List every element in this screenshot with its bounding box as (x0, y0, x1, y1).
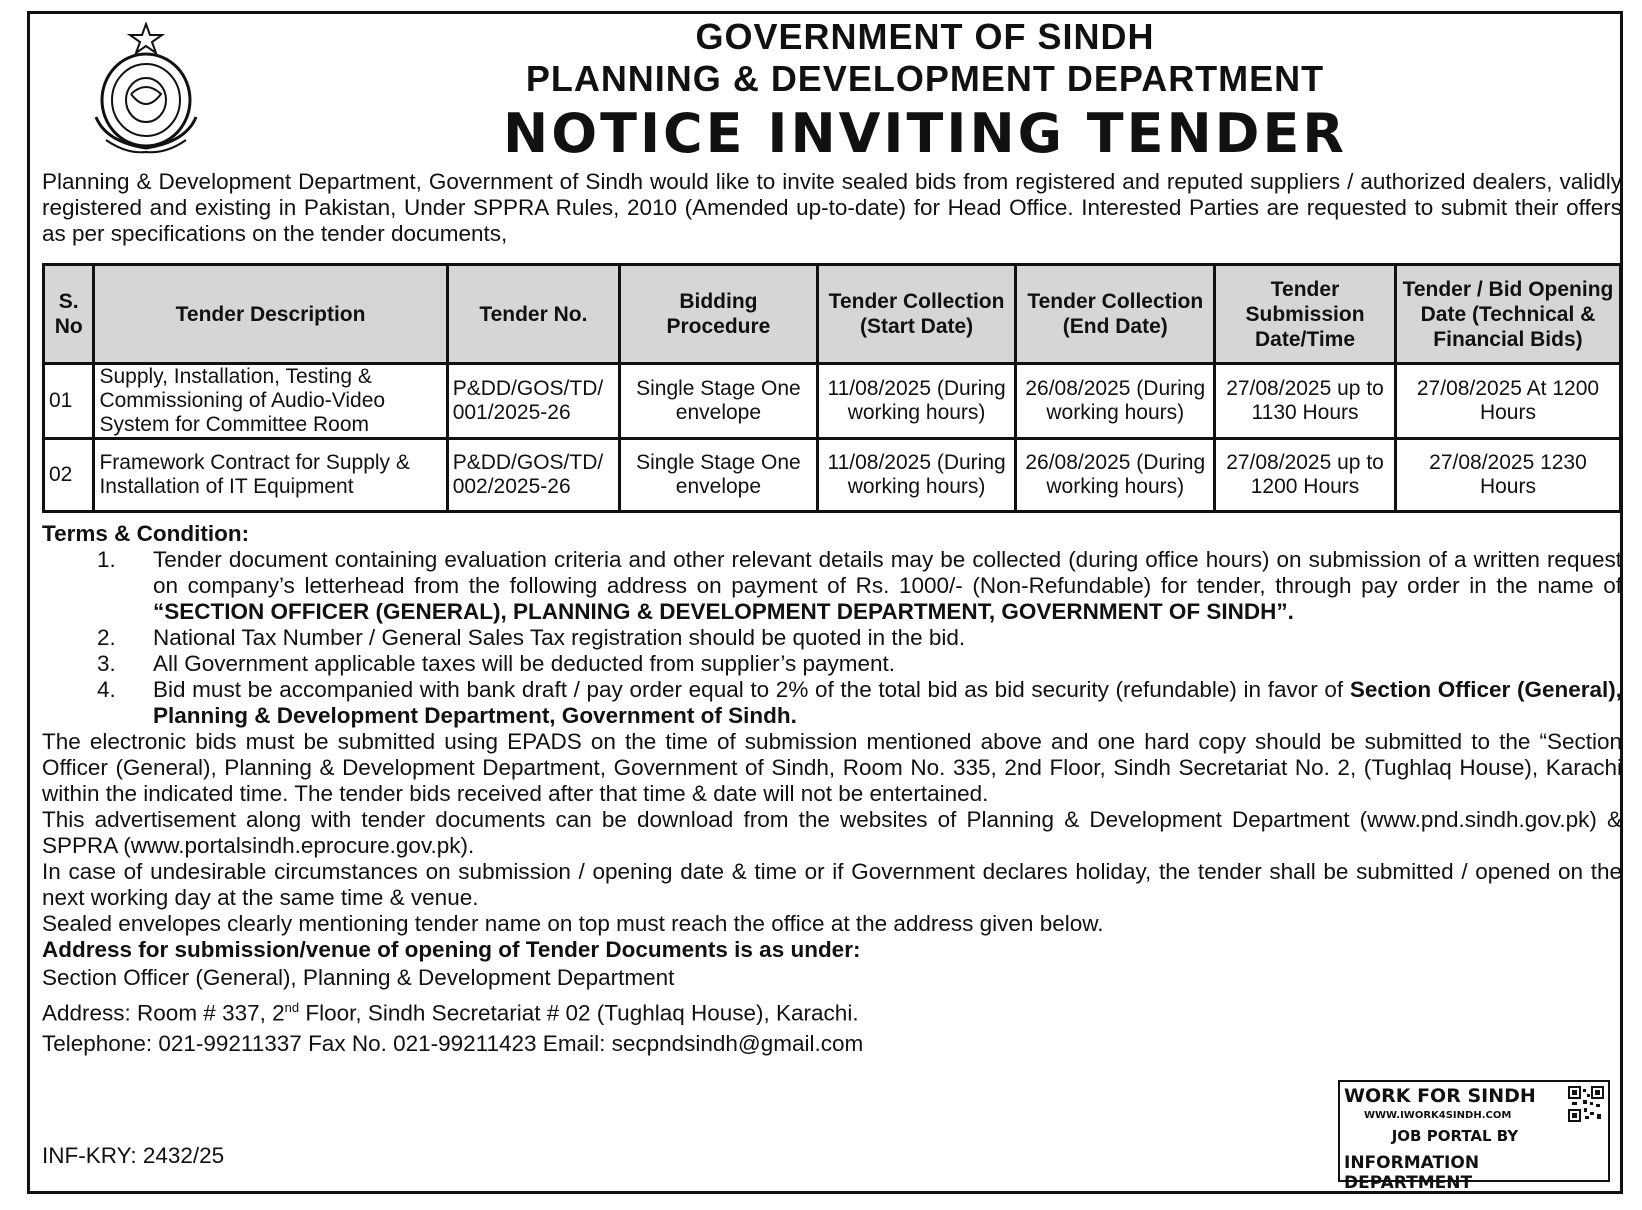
item-number: 3. (97, 651, 116, 676)
cell-sno: 02 (44, 439, 94, 512)
reference-number: INF-KRY: 2432/25 (42, 1143, 225, 1168)
list-item (42, 651, 1622, 677)
item-text: Tender document containing evaluation criteria and other relevant details may be collected (during office hours) on submission of a written request on company’s letterhead from the following address on payment of Rs. 1000/- (Non-Refundable) for tender, through pay order in the name of (153, 547, 1622, 598)
cell-sno: 01 (44, 364, 94, 439)
cell-start-date: 11/08/2025 (During working hours) (817, 439, 1016, 512)
header-start-date: Tender Collection (Start Date) (817, 265, 1016, 364)
item-text: All Government applicable taxes will be deducted from supplier’s payment. (153, 651, 896, 676)
envelope-paragraph: Sealed envelopes clearly mentioning tender name on top must reach the office at the address given below. (42, 911, 1104, 936)
cell-procedure: Single Stage One envelope (620, 364, 818, 439)
address-block (42, 937, 1622, 1057)
cell-submission: 27/08/2025 up to 1200 Hours (1215, 439, 1396, 512)
cell-end-date: 26/08/2025 (During working hours) (1016, 364, 1215, 439)
terms-list (42, 547, 1622, 729)
cell-procedure: Single Stage One envelope (620, 439, 818, 512)
header-end-date: Tender Collection (End Date) (1016, 265, 1215, 364)
download-paragraph: This advertisement along with tender documents can be download from the websites of Planning & Development Department (www.pnd.sindh.gov.pk) & SPPRA (www.portalsindh.eprocure.gov.pk). (42, 807, 1622, 858)
cell-opening: 27/08/2025 1230 Hours (1395, 439, 1620, 512)
terms-section (42, 521, 1622, 1057)
list-item (42, 677, 1622, 729)
badge-site: WWW.IWORK4SINDH.COM (1364, 1110, 1512, 1121)
address-suffix: Floor, Sindh Secretariat # 02 (Tughlaq House), Karachi. (299, 1000, 859, 1026)
terms-heading: Terms & Condition: (42, 521, 250, 546)
holiday-paragraph: In case of undesirable circumstances on submission / opening date & time or if Government declares holiday, the tender shall be submitted / opened on the next working day at the same time & venue. (42, 859, 1622, 910)
list-item (42, 547, 1622, 625)
header-sno: S. No (44, 265, 94, 364)
item-text: National Tax Number / General Sales Tax registration should be quoted in the bid. (153, 625, 966, 650)
cell-description: Framework Contract for Supply & Installation of IT Equipment (94, 439, 447, 512)
table-row (44, 439, 1621, 512)
iwork4sindh-badge (1338, 1080, 1610, 1193)
cell-tender-no: P&DD/GOS/TD/002/2025-26 (447, 439, 619, 512)
item-bold-text: Section Officer (General), Planning & Development Department, Government of Sindh. (153, 677, 1622, 728)
intro-paragraph: Planning & Development Department, Government of Sindh would like to invite sealed bids from registered and reputed suppliers / authorized dealers, validly registered and existing in Pakistan, Under SPPRA Rules, 2010 (Amended up-to-date) for Head Office. Interested Parties are requested to submit their offers as per specifications on the tender documents, (42, 169, 1622, 246)
badge-line-1: JOB PORTAL BY (1391, 1127, 1519, 1145)
cell-start-date: 11/08/2025 (During working hours) (817, 364, 1016, 439)
badge-line-2: INFORMATION DEPARTMENT (1344, 1153, 1480, 1193)
header-opening: Tender / Bid Opening Date (Technical & Financial Bids) (1395, 265, 1620, 364)
badge-title: WORK FOR SINDH (1344, 1085, 1536, 1107)
header-description: Tender Description (94, 265, 447, 364)
item-number: 4. (97, 677, 116, 702)
item-bold-text: “SECTION OFFICER (GENERAL), PLANNING & DEVELOPMENT DEPARTMENT, GOVERNMENT OF SINDH”. (153, 599, 1294, 624)
department-heading: PLANNING & DEVELOPMENT DEPARTMENT (525, 58, 1325, 99)
item-text: Bid must be accompanied with bank draft / pay order equal to 2% of the total bid as bid security (refundable) in favor of (153, 677, 1350, 702)
table-row (44, 364, 1621, 439)
qr-code-icon (1568, 1086, 1604, 1122)
address-heading: Address for submission/venue of opening of Tender Documents is as under: (42, 937, 861, 962)
epads-paragraph: The electronic bids must be submitted using EPADS on the time of submission mentioned above and one hard copy should be submitted to the “Section Officer (General), Planning & Development Department, Government of Sindh, Room No. 335, 2nd Floor, Sindh Secretariat No. 2, (Tughlaq House), Karachi within the indicated time. The tender bids received after that time & date will not be entertained. (42, 729, 1622, 806)
table-header-row (44, 265, 1621, 364)
header-procedure: Bidding Procedure (620, 265, 818, 364)
list-item (42, 625, 1622, 651)
address-superscript: nd (284, 1000, 300, 1015)
header-submission: Tender Submission Date/Time (1215, 265, 1396, 364)
notice-title: NOTICE INVITING TENDER (503, 102, 1347, 165)
cell-opening: 27/08/2025 At 1200 Hours (1395, 364, 1620, 439)
government-heading: GOVERNMENT OF SINDH (695, 16, 1155, 57)
address-office: Section Officer (General), Planning & Development Department (42, 965, 675, 990)
tender-table (42, 263, 1622, 513)
item-number: 1. (97, 547, 116, 572)
cell-tender-no: P&DD/GOS/TD/001/2025-26 (447, 364, 619, 439)
item-number: 2. (97, 625, 116, 650)
address-line (42, 995, 1622, 1027)
cell-description: Supply, Installation, Testing & Commissioning of Audio-Video System for Committee Room (94, 364, 447, 439)
address-prefix: Address: Room # 337, 2 (42, 1000, 285, 1026)
header-tender-no: Tender No. (447, 265, 619, 364)
contact-line: Telephone: 021-99211337 Fax No. 021-99211423 Email: secpndsindh@gmail.com (42, 1030, 864, 1056)
cell-submission: 27/08/2025 up to 1130 Hours (1215, 364, 1396, 439)
cell-end-date: 26/08/2025 (During working hours) (1016, 439, 1215, 512)
